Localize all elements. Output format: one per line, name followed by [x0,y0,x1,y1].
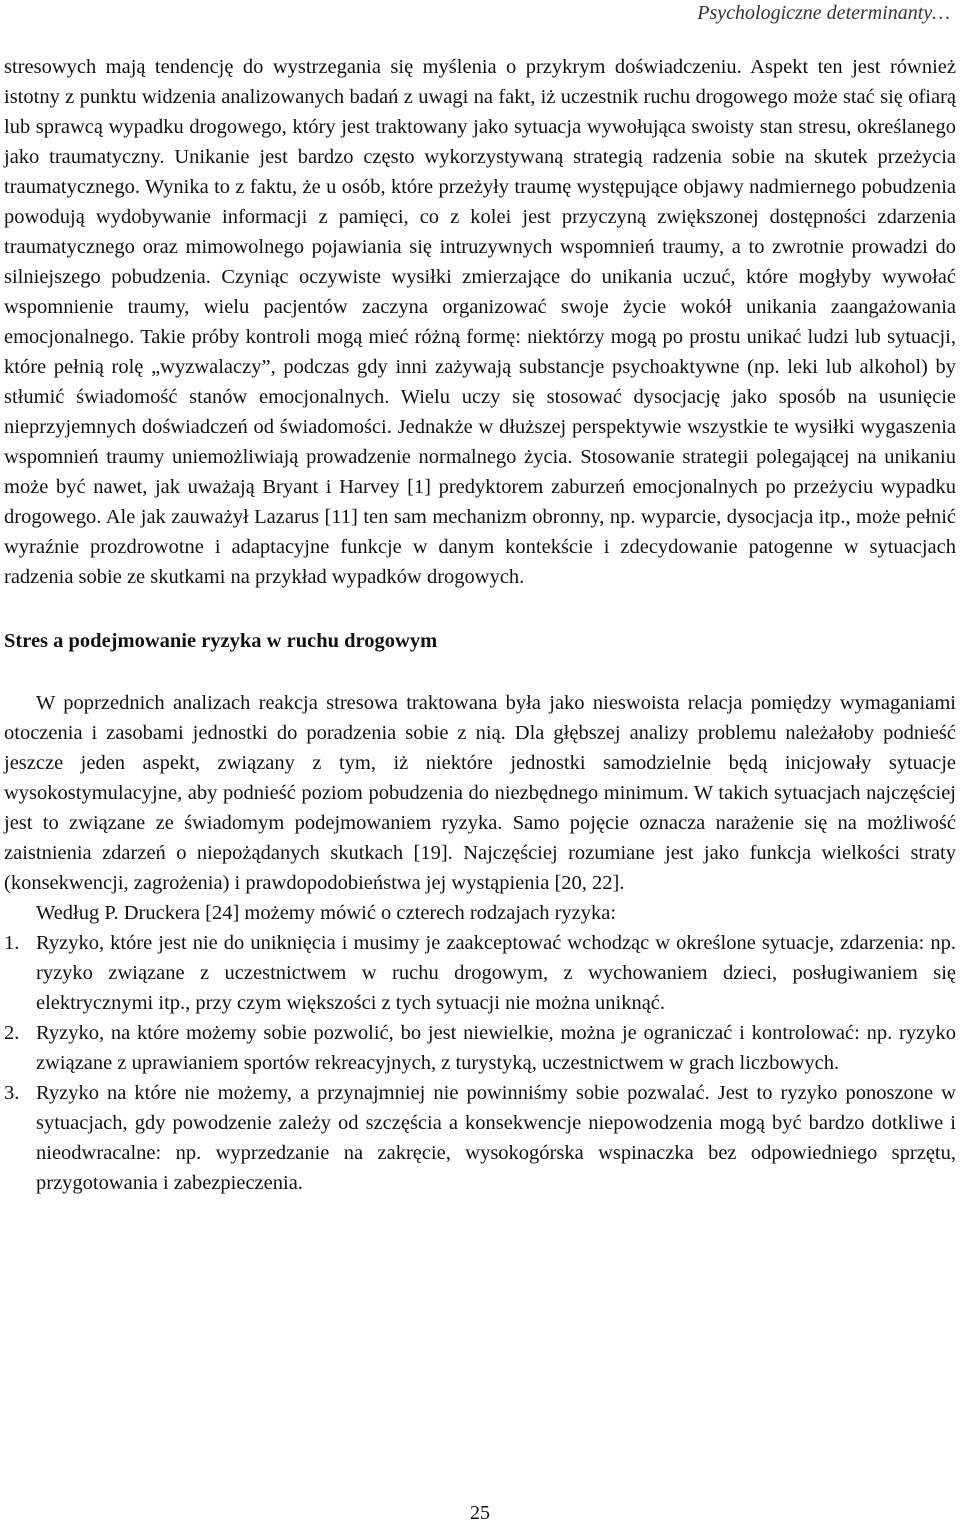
section-heading: Stres a podejmowanie ryzyka w ruchu drogowym [4,630,438,652]
paragraph-drucker: Według P. Druckera [24] możemy mówić o czterech rodzajach ryzyka: [36,902,617,924]
list-item [4,1078,956,1198]
paragraph-risk-intro: W poprzednich analizach reakcja stresowa traktowana była jako nieswoista relacja pomiędzy wymaganiami otoczenia i zasobami jednostki do poradzenia sobie z nią. Dla głębszej analizy problemu należałoby podnieść jeszcze jeden aspekt, związany z tym, iż niektóre jednostki samodzielnie będą inicjowały sytuacje wysokostymulacyjne, aby podnieść poziom pobudzenia do niezbędnego minimum. W takich sytuacjach najczęściej jest to związane ze świadomym podejmowaniem ryzyka. Samo pojęcie oznacza narażenie się na możliwość zaistnienia zdarzeń o niepożądanych skutkach [19]. Najczęściej rozumiane jest jako funkcja wielkości straty (konsekwencji, zagrożenia) i prawdopodobieństwa jej wystąpienia [20, 22]. [4,692,956,894]
list-item-number: 3. [4,1082,20,1104]
list-item-number: 2. [4,1022,20,1044]
list-item [4,928,956,1018]
list-item-text: Ryzyko, na które możemy sobie pozwolić, bo jest niewielkie, można je ograniczać i kontrolować: np. ryzyko związane z uprawianiem sportów rekreacyjnych, z turystyką, uczestnictwem w grach liczbowych. [36,1022,956,1074]
running-header: Psychologiczne determinanty… [697,2,950,24]
paragraph-avoidance: stresowych mają tendencję do wystrzegania się myślenia o przykrym doświadczeniu. Aspekt ten jest również istotny z punktu widzenia analizowanych badań z uwagi na fakt, iż uczestnik ruchu drogowego może stać się ofiarą lub sprawcą wypadku drogowego, który jest traktowany jako sytuacja wywołująca swoisty stan stresu, określanego jako traumatyczny. Unikanie jest bardzo często wykorzystywaną strategią radzenia sobie na skutek przeżycia traumatycznego. Wynika to z faktu, że u osób, które przeżyły traumę występujące objawy nadmiernego pobudzenia powodują wydobywanie informacji z pamięci, co z kolei jest przyczyną zwiększonej dostępności zdarzenia traumatycznego oraz mimowolnego pojawiania się intruzywnych wspomnień traumy, a to zwrotnie prowadzi do silniejszego pobudzenia. Czyniąc oczywiste wysiłki zmierzające do unikania uczuć, które mogłyby wywołać wspomnienie traumy, wielu pacjentów zaczyna organizować swoje życie wokół unikania zaangażowania emocjonalnego. Takie próby kontroli mogą mieć różną formę: niektórzy mogą po prostu unikać ludzi lub sytuacji, które pełnią rolę „wyzwalaczy”, podczas gdy inni zażywają substancje psychoaktywne (np. leki lub alkohol) by stłumić świadomość stanów emocjonalnych. Wielu uczy się stosować dysocjację jako sposób na usunięcie nieprzyjemnych doświadczeń od świadomości. Jednakże w dłuższej perspektywie wszystkie te wysiłki wygaszenia wspomnień traumy uniemożliwiają prowadzenie normalnego życia. Stosowanie strategii polegającej na unikaniu może być nawet, jak uważają Bryant i Harvey [1] predyktorem zaburzeń emocjonalnych po przeżyciu wypadku drogowego. Ale jak zauważył Lazarus [11] ten sam mechanizm obronny, np. wyparcie, dysocjacja itp., może pełnić wyraźnie prozdrowotne i adaptacyjne funkcje w danym kontekście i zdecydowanie patogenne w sytuacjach radzenia sobie ze skutkami na przykład wypadków drogowych. [4,56,956,588]
list-item [4,1018,956,1078]
list-item-number: 1. [4,932,20,954]
page-body [4,52,956,1198]
risk-types-list [4,928,956,1198]
list-item-text: Ryzyko, które jest nie do uniknięcia i musimy je zaakceptować wchodząc w określone sytuacje, zdarzenia: np. ryzyko związane z uczestnictwem w ruchu drogowym, z wychowaniem dzieci, posługiwaniem się elektrycznymi itp., przy czym większości z tych sytuacji nie można uniknąć. [36,932,956,1014]
page-number: 25 [470,1502,490,1524]
list-item-text: Ryzyko na które nie możemy, a przynajmniej nie powinniśmy sobie pozwalać. Jest to ryzyko ponoszone w sytuacjach, gdy powodzenie zależy od szczęścia a konsekwencje niepowodzenia mogą być bardzo dotkliwe i nieodwracalne: np. wyprzedzanie na zakręcie, wysokogórska wspinaczka bez odpowiedniego sprzętu, przygotowania i zabezpieczenia. [36,1082,956,1194]
